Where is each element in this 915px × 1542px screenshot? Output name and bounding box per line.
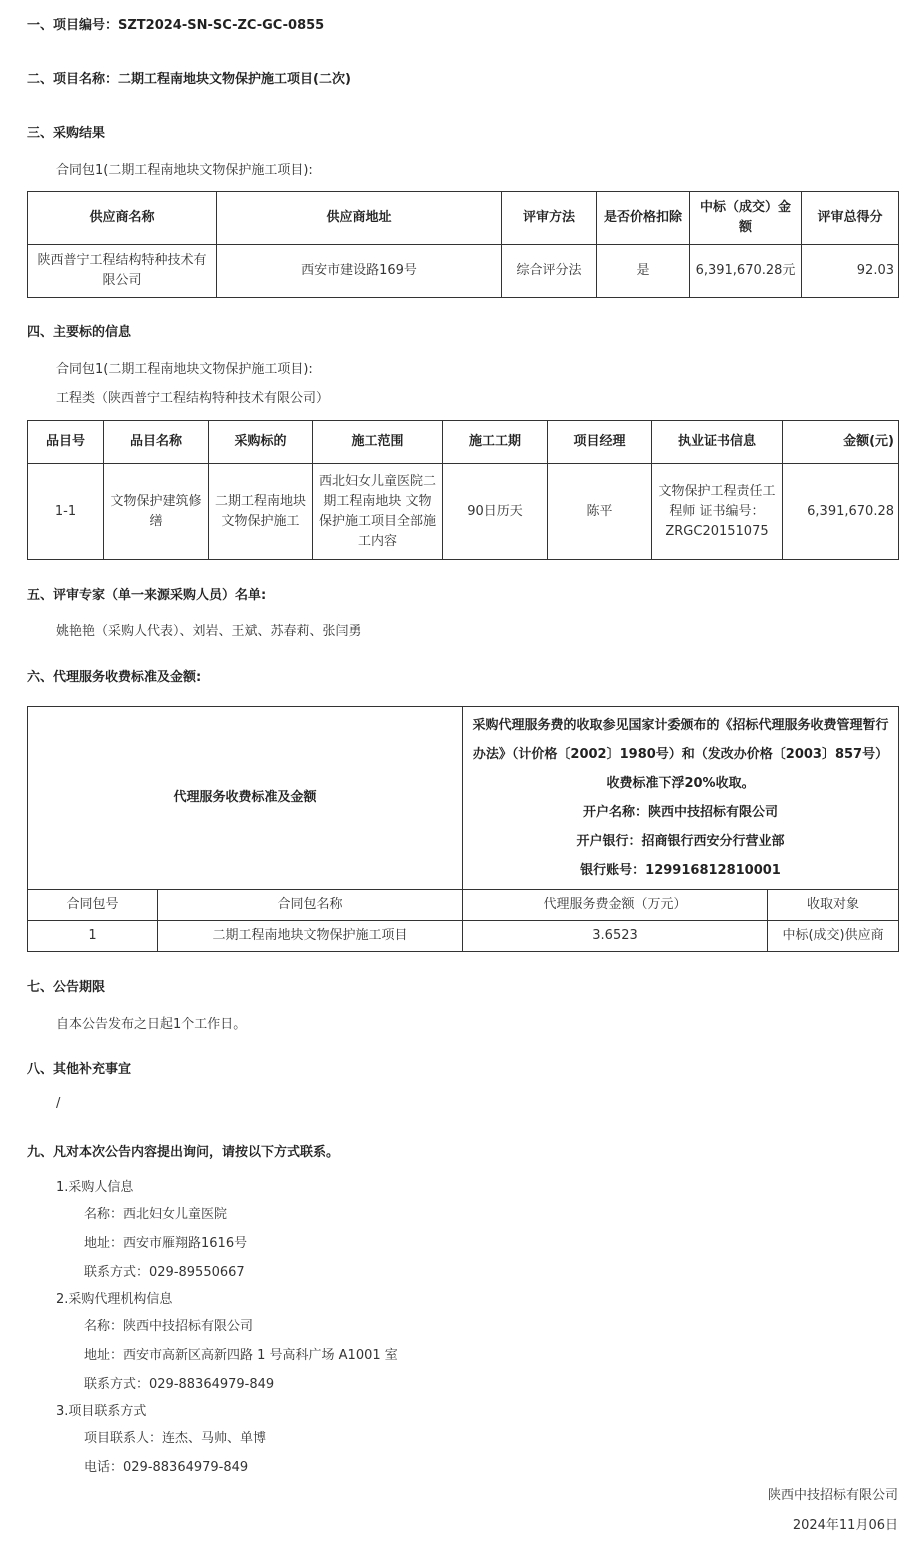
other-text: / [56,1096,61,1111]
agency-name: 名称：陕西中技招标有限公司 [84,1319,254,1334]
col-amount: 金额(元) [783,421,899,464]
col-package-name: 合同包名称 [158,890,463,921]
scope: 西北妇女儿童医院二期工程南地块 文物保护施工项目全部施工内容 [313,464,443,560]
purchaser-info-heading: 1.采购人信息 [56,1180,134,1195]
section-period: 七、公告期限 [27,980,106,995]
review-method: 综合评分法 [502,245,597,298]
project-phone: 电话：029-88364979-849 [84,1460,249,1475]
experts-list: 姚艳艳（采购人代表）、刘岩、王斌、苏春莉、张闫勇 [56,624,362,639]
project-name: 二、项目名称：二期工程南地块文物保护施工项目(二次) [27,72,351,87]
fee-table [27,706,899,952]
table-row [28,464,899,560]
project-contact-heading: 3.项目联系方式 [56,1404,147,1419]
col-supplier-name: 供应商名称 [28,192,217,245]
category-label: 工程类（陕西普宁工程结构特种技术有限公司） [56,391,330,406]
period-text: 自本公告发布之日起1个工作日。 [56,1017,247,1032]
section-procurement-result: 三、采购结果 [27,126,106,141]
col-package-no: 合同包号 [28,890,158,921]
project-contacts: 项目联系人：连杰、马帅、单博 [84,1431,267,1446]
col-total-score: 评审总得分 [802,192,899,245]
col-award-amount: 中标（成交）金额 [690,192,802,245]
agency-info-heading: 2.采购代理机构信息 [56,1292,173,1307]
bank-name: 开户银行：招商银行西安分行营业部 [576,834,785,849]
duration: 90日历天 [443,464,548,560]
col-fee-amount: 代理服务费金额（万元） [463,890,768,921]
col-review-method: 评审方法 [502,192,597,245]
account-number: 银行账号：129916812810001 [580,863,781,878]
subject: 二期工程南地块文物保护施工 [209,464,313,560]
purchaser-address: 地址：西安市雁翔路1616号 [84,1236,248,1251]
item-no: 1-1 [28,464,104,560]
award-amount: 6,391,670.28元 [690,245,802,298]
purchaser-phone: 联系方式：029-89550667 [84,1265,245,1280]
section-contact: 九、凡对本次公告内容提出询问，请按以下方式联系。 [27,1145,340,1160]
section-main-items: 四、主要标的信息 [27,325,132,340]
section-other: 八、其他补充事宜 [27,1062,132,1077]
table-row [28,921,899,952]
fee-standard: 采购代理服务费的收取参见国家计委颁布的《招标代理服务收费管理暂行办法》（计价格〔2002〕1980号）和（发改办价格〔2003〕857号）收费标准下浮20%收取。 [472,718,889,791]
supplier-name: 陕西普宁工程结构特种技术有限公司 [28,245,217,298]
agency-phone: 联系方式：029-88364979-849 [84,1377,275,1392]
section-agency-fee: 六、代理服务收费标准及金额: [27,670,202,685]
package-name: 二期工程南地块文物保护施工项目 [158,921,463,952]
manager: 陈平 [548,464,652,560]
fee-label: 代理服务收费标准及金额 [28,707,463,890]
supplier-address: 西安市建设路169号 [217,245,502,298]
col-supplier-address: 供应商地址 [217,192,502,245]
package-no: 1 [28,921,158,952]
agency-address: 地址：西安市高新区高新四路 1 号高科广场 A1001 室 [84,1348,398,1363]
item-name: 文物保护建筑修缮 [104,464,209,560]
col-manager: 项目经理 [548,421,652,464]
table-row [28,245,899,298]
total-score: 92.03 [802,245,899,298]
amount: 6,391,670.28 [783,464,899,560]
col-certificate: 执业证书信息 [652,421,783,464]
section-experts: 五、评审专家（单一来源采购人员）名单: [27,588,267,603]
purchaser-name: 名称：西北妇女儿童医院 [84,1207,228,1222]
col-payer: 收取对象 [768,890,899,921]
col-item-no: 品目号 [28,421,104,464]
footer-organization: 陕西中技招标有限公司 [767,1488,898,1503]
certificate: 文物保护工程责任工程师 证书编号：ZRGC20151075 [652,464,783,560]
footer-date: 2024年11月06日 [792,1518,898,1533]
fee-description [463,707,899,890]
col-scope: 施工范围 [313,421,443,464]
col-item-name: 品目名称 [104,421,209,464]
fee-amount: 3.6523 [463,921,768,952]
result-table [27,191,899,298]
contract-package-label-2: 合同包1(二期工程南地块文物保护施工项目): [56,362,313,377]
account-name: 开户名称：陕西中技招标有限公司 [583,805,779,820]
price-deduction: 是 [597,245,690,298]
col-subject: 采购标的 [209,421,313,464]
col-price-deduction: 是否价格扣除 [597,192,690,245]
items-table [27,420,899,560]
payer: 中标(成交)供应商 [768,921,899,952]
contract-package-label: 合同包1(二期工程南地块文物保护施工项目): [56,163,313,178]
project-number: 一、项目编号：SZT2024-SN-SC-ZC-GC-0855 [27,18,325,33]
col-duration: 施工工期 [443,421,548,464]
